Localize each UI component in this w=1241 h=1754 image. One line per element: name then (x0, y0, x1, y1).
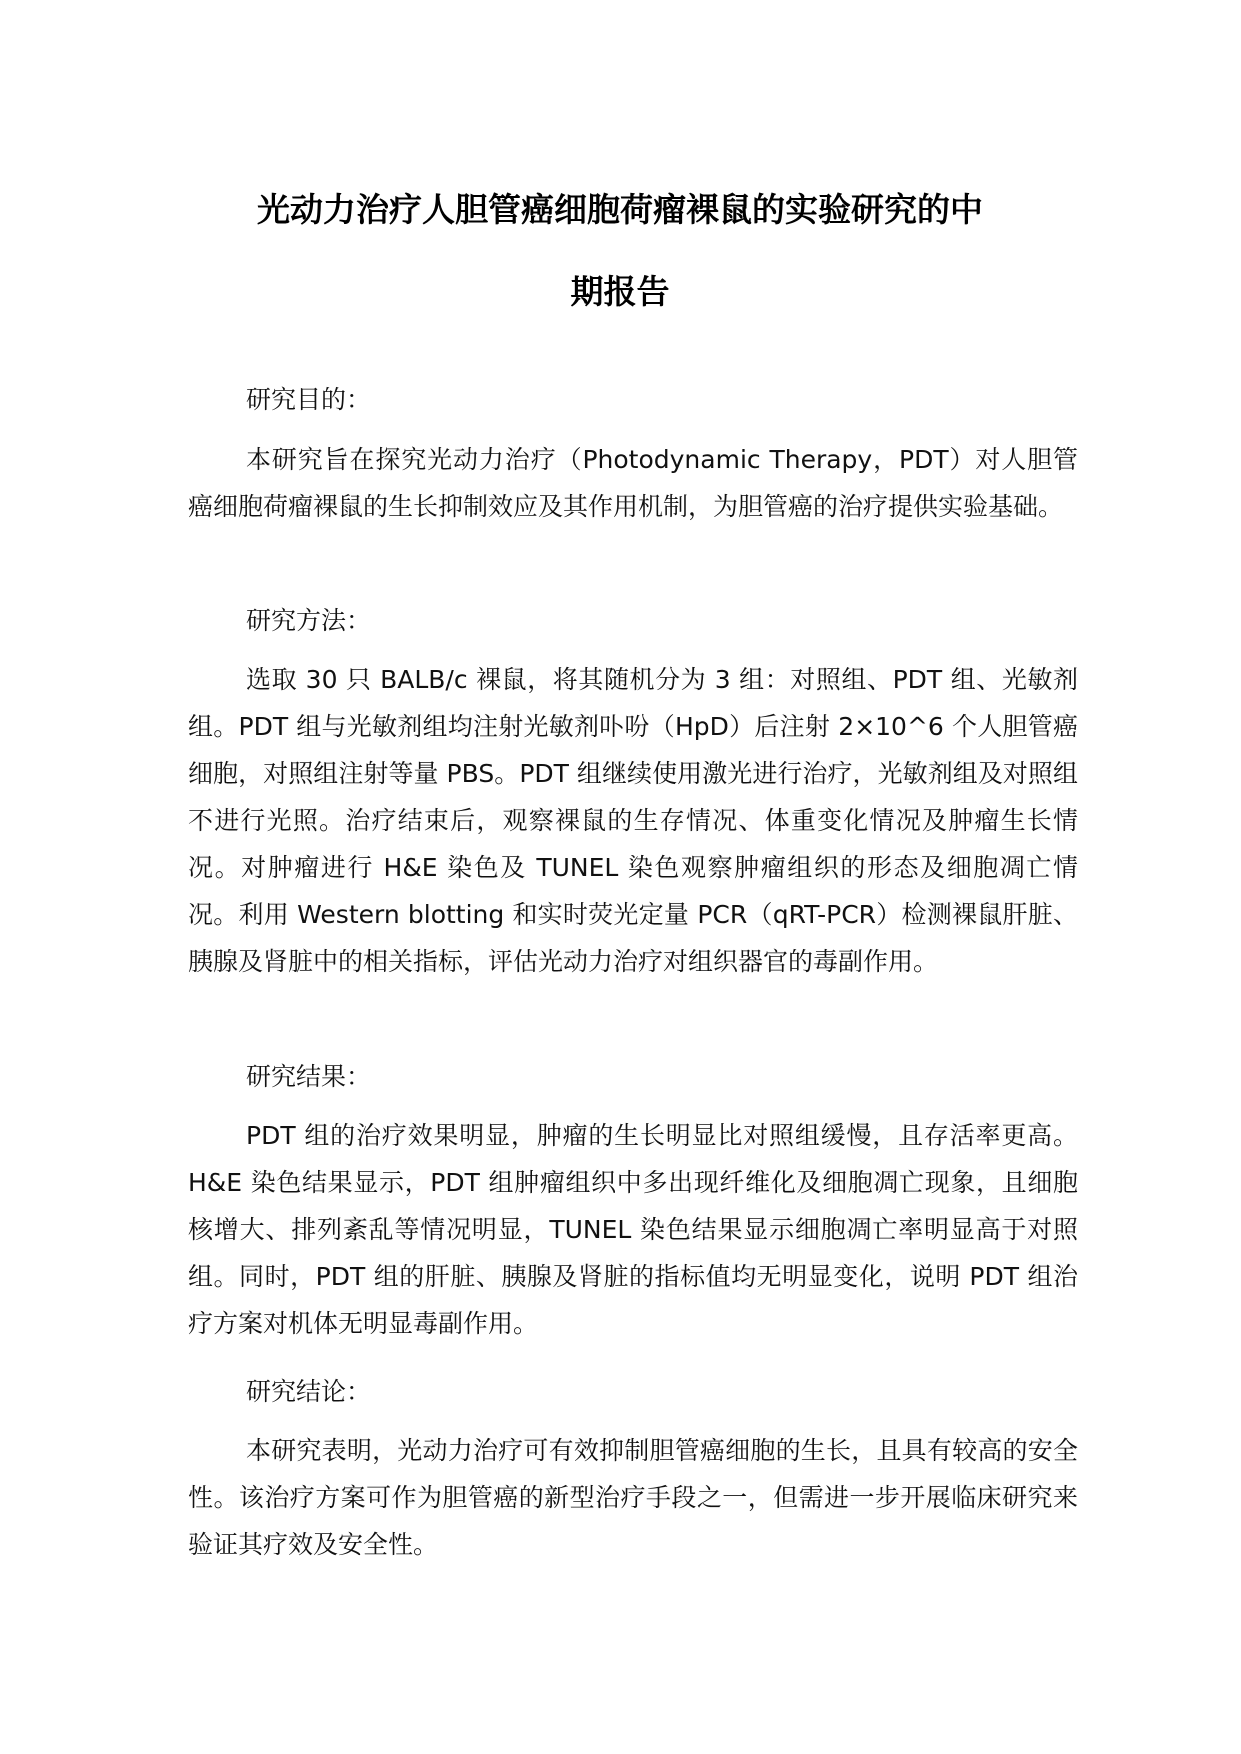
section-body-conclusion: 本研究表明，光动力治疗可有效抑制胆管癌细胞的生长，且具有较高的安全性。该治疗方案可作为胆管癌的新型治疗手段之一，但需进一步开展临床研究来验证其疗效及安全性。 (188, 1436, 1078, 1559)
section-heading-methods: 研究方法： (246, 606, 372, 635)
section-body-results: PDT 组的治疗效果明显，肿瘤的生长明显比对照组缓慢，且存活率更高。H&E 染色结果显示，PDT 组肿瘤组织中多出现纤维化及细胞凋亡现象，且细胞核增大、排列紊乱等情况明显，TUNEL 染色结果显示细胞凋亡率明显高于对照组。同时，PDT 组的肝脏、胰腺及肾脏的指标值均无明显变化，说明 PDT 组治疗方案对机体无明显毒副作用。 (188, 1121, 1078, 1338)
section-body-purpose: 本研究旨在探究光动力治疗（Photodynamic Therapy，PDT）对人胆管癌细胞荷瘤裸鼠的生长抑制效应及其作用机制，为胆管癌的治疗提供实验基础。 (188, 445, 1078, 521)
section-heading-results: 研究结果： (246, 1062, 372, 1091)
section-body-methods: 选取 30 只 BALB/c 裸鼠，将其随机分为 3 组：对照组、PDT 组、光敏剂组。PDT 组与光敏剂组均注射光敏剂卟吩（HpD）后注射 2×10^6 个人胆管癌细胞，对照组注射等量 PBS。PDT 组继续使用激光进行治疗，光敏剂组及对照组不进行光照。治疗结束后，观察裸鼠的生存情况、体重变化情况及肿瘤生长情况。对肿瘤进行 H&E 染色及 TUNEL 染色观察肿瘤组织的形态及细胞凋亡情况。利用 Western blotting 和实时荧光定量 PCR（qRT-PCR）检测裸鼠肝脏、胰腺及肾脏中的相关指标，评估光动力治疗对组织器官的毒副作用。 (188, 665, 1078, 976)
document-title-line1: 光动力治疗人胆管癌细胞荷瘤裸鼠的实验研究的中 (257, 190, 983, 229)
document-title-line2: 期报告 (570, 272, 670, 311)
section-heading-conclusion: 研究结论： (246, 1377, 372, 1406)
section-heading-purpose: 研究目的： (246, 385, 372, 414)
